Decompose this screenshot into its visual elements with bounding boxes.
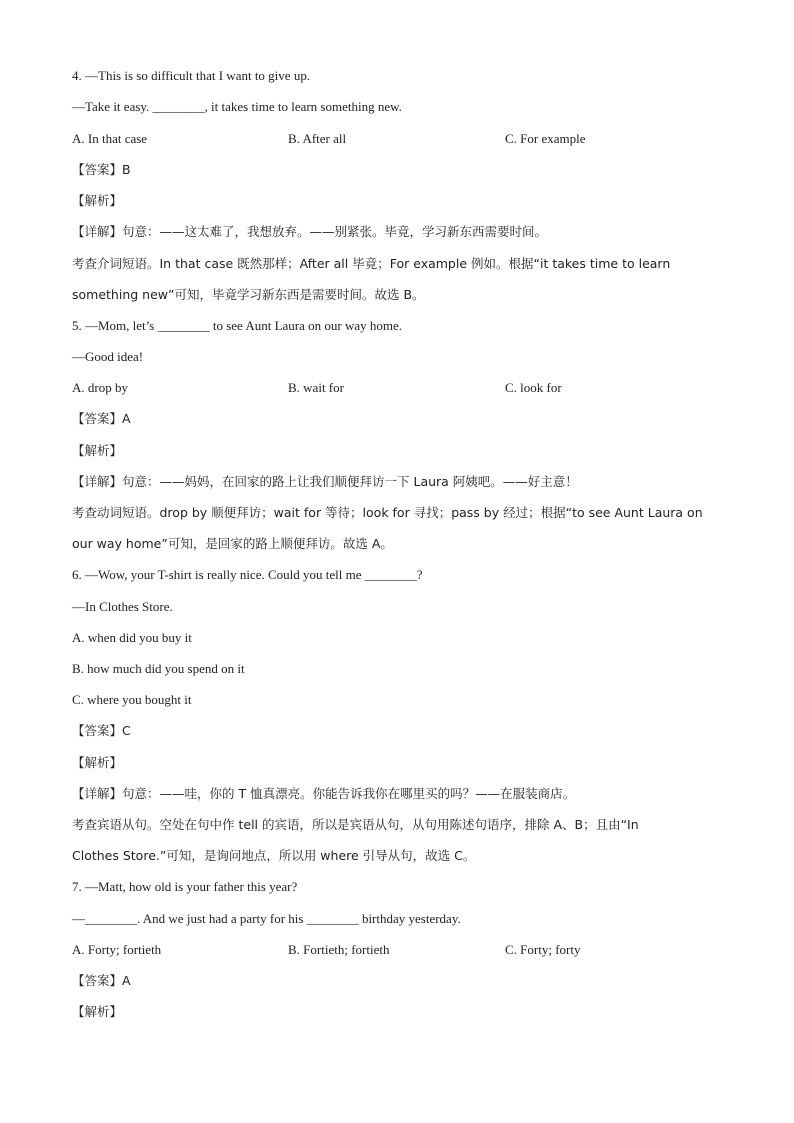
option-a: A. In that case bbox=[72, 131, 148, 146]
option-b: B. how much did you spend on it bbox=[72, 661, 245, 676]
question-reply: —In Clothes Store. bbox=[72, 599, 173, 614]
detail-line: 【详解】句意：——这太难了，我想放弃。——别紧张。毕竟，学习新东西需要时间。 bbox=[72, 224, 548, 239]
option-b: B. After all bbox=[288, 131, 347, 146]
answer-label: 【答案】A bbox=[72, 973, 131, 988]
answer-label: 【答案】B bbox=[72, 162, 131, 177]
option-c: C. For example bbox=[505, 131, 586, 146]
detail-line: Clothes Store.”可知，是询问地点，所以用 where 引导从句，故选 C。 bbox=[72, 848, 476, 863]
question-stem: 4. —This is so difficult that I want to give up. bbox=[72, 68, 311, 83]
detail-line: 【详解】句意：——妈妈，在回家的路上让我们顺便拜访一下 Laura 阿姨吧。——好主意！ bbox=[72, 474, 578, 489]
analysis-label: 【解析】 bbox=[72, 1004, 123, 1019]
option-a: A. drop by bbox=[72, 380, 128, 395]
question-reply: —________. And we just had a party for his ________ birthday yesterday. bbox=[72, 911, 461, 926]
option-c: C. where you bought it bbox=[72, 692, 192, 707]
detail-line: 【详解】句意：——哇，你的 T 恤真漂亮。你能告诉我你在哪里买的吗？——在服装商店。 bbox=[72, 786, 576, 801]
answer-label: 【答案】A bbox=[72, 411, 131, 426]
option-b: B. wait for bbox=[288, 380, 344, 395]
detail-line: 考查宾语从句。空处在句中作 tell 的宾语，所以是宾语从句，从句用陈述句语序，排除 A、B；且由“In bbox=[72, 817, 639, 832]
detail-line: 考查介词短语。In that case 既然那样；After all 毕竟；For example 例如。根据“it takes time to learn bbox=[72, 256, 671, 271]
question-stem: 5. —Mom, let’s ________ to see Aunt Laura on our way home. bbox=[72, 318, 403, 333]
option-a: A. Forty; fortieth bbox=[72, 942, 162, 957]
option-a: A. when did you buy it bbox=[72, 630, 192, 645]
detail-line: 考查动词短语。drop by 顺便拜访；wait for 等待；look for 寻找；pass by 经过；根据“to see Aunt Laura on bbox=[72, 505, 703, 520]
analysis-label: 【解析】 bbox=[72, 193, 123, 208]
option-c: C. Forty; forty bbox=[505, 942, 581, 957]
answer-label: 【答案】C bbox=[72, 723, 131, 738]
detail-line: our way home”可知，是回家的路上顺便拜访。故选 A。 bbox=[72, 536, 393, 551]
option-c: C. look for bbox=[505, 380, 562, 395]
question-stem: 6. —Wow, your T-shirt is really nice. Could you tell me ________? bbox=[72, 567, 423, 582]
detail-line: something new”可知，毕竟学习新东西是需要时间。故选 B。 bbox=[72, 287, 425, 302]
question-reply: —Good idea! bbox=[72, 349, 144, 364]
question-reply: —Take it easy. ________, it takes time to learn something new. bbox=[72, 99, 402, 114]
analysis-label: 【解析】 bbox=[72, 443, 123, 458]
analysis-label: 【解析】 bbox=[72, 755, 123, 770]
question-stem: 7. —Matt, how old is your father this year? bbox=[72, 879, 298, 894]
option-b: B. Fortieth; fortieth bbox=[288, 942, 390, 957]
